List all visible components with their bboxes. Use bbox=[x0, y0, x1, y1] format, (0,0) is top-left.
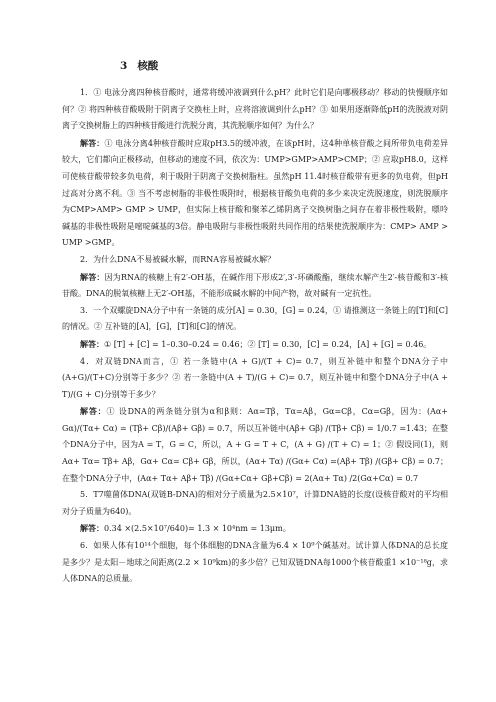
question-2: 2．为什么DNA不易被碱水解，而RNA容易被碱水解？ bbox=[80, 254, 276, 264]
answer-label: 解答： bbox=[80, 406, 107, 417]
question-5: 5．T7噬菌体DNA(双链B-DNA)的相对分子质量为2.5×10⁷，计算DNA链的长度(设核苷酸对的平均相对分子质量为640)。 bbox=[62, 490, 448, 516]
question-6: 6．如果人体有10¹⁴个细胞，每个体细胞的DNA含量为6.4 × 10⁹个碱基对。试计算人体DNA的总长度是多少？是太阳－地球之间距离(2.2 × 10⁹km)的多少倍？已知双链DNA每1000个核苷酸重1 ×10⁻¹⁸g，求人体DNA的总质量。 bbox=[62, 541, 448, 584]
section-heading: 核酸 bbox=[137, 60, 159, 72]
answer-5 bbox=[62, 520, 448, 538]
question-4: 4．对双链DNA而言，① 若一条链中(A + G)/(T + C)= 0.7，则互补链中和整个DNA分子中(A+G)/(T+C)分别等于多少？② 若一条链中(A + T)/(G + C)= 0.7，则互补链中和整个DNA分子中(A + T)/(G + C)分别等于多少？ bbox=[62, 356, 448, 399]
answer-2 bbox=[62, 269, 448, 303]
answer-text: ① 设DNA的两条链分别为α和β则：Aα=Tβ，Tα=Aβ，Gα=Cβ，Cα=Gβ，因为：(Aα+ Gα)/(Tα+ Cα) = (Tβ+ Cβ)/(Aβ+ Gβ) = 0.7，所以互补链中(Aβ+ Gβ) /(Tβ+ Cβ) = 1/0.7 =1.43；在整个DNA分子中，因为A = T，G = C，所以，A + G = T + C，(A + G) /(T + C) = 1；② 假设同(1)，则Aα+ Tα= Tβ+ Aβ，Gα+ Cα= Cβ+ Gβ，所以，(Aα+ Tα) /(Gα+ Cα) =(Aβ+ Tβ) /(Gβ+ Cβ) = 0.7；在整个DNA分子中，(Aα+ Tα+ Aβ+ Tβ) /(Gα+Cα+ Gβ+Cβ) = 2(Aα+ Tα) /2(Gα+Cα) = 0.7 bbox=[62, 407, 449, 483]
answer-4 bbox=[62, 403, 448, 487]
answer-label: 解答： bbox=[80, 523, 104, 534]
answer-label: 解答： bbox=[80, 137, 105, 148]
answer-text: ① 电泳分离4种核苷酸时应取pH3.5的缓冲液，在该pH时，这4种单核苷酸之间所带负电荷差异较大，它们都向正极移动，但移动的速度不同，依次为：UMP>GMP>AMP>CMP；② 应取pH8.0，这样可使核苷酸带较多负电荷，利于吸附于阴离子交换树脂柱。虽然pH 11.4时核苷酸带有更多的负电荷，但pH过高对分离不利。③ 当不考虑树脂的非极性吸附时，根据核苷酸负电荷的多少来决定洗脱速度，则洗脱顺序为CMP>AMP> GMP > UMP，但实际上核苷酸和聚苯乙烯阴离子交换树脂之间存在着非极性吸附，嘌呤碱基的非极性吸附是嘧啶碱基的3倍。静电吸附与非极性吸附共同作用的结果使洗脱顺序为：CMP> AMP > UMP >GMP。 bbox=[62, 138, 449, 248]
answer-label: 解答： bbox=[80, 271, 105, 282]
section-title bbox=[120, 58, 448, 73]
answer-1 bbox=[62, 135, 448, 252]
answer-label: 解答： bbox=[80, 338, 104, 349]
answer-text: ① [T] + [C] = 1–0.30–0.24 = 0.46；② [T] = 0.30，[C] = 0.24，[A] + [G] = 0.46。 bbox=[104, 339, 432, 349]
question-3: 3．一个双螺旋DNA分子中有一条链的成分[A] = 0.30，[G] = 0.24，① 请推测这一条链上的[T]和[C]的情况。② 互补链的[A]，[G]，[T]和[C]的情况。 bbox=[62, 305, 448, 332]
answer-text: 因为RNA的核糖上有2′-OH基，在碱作用下形成2′,3′-环磷酸酯，继续水解产生2′-核苷酸和3′-核苷酸。DNA的脱氧核糖上无2′-OH基，不能形成碱水解的中间产物，故对碱有一定抗性。 bbox=[62, 272, 448, 299]
answer-3 bbox=[62, 336, 448, 354]
section-number: 3 bbox=[120, 60, 128, 72]
question-1: 1．① 电泳分离四种核苷酸时，通常将缓冲液调到什么pH？此时它们是向哪极移动？移动的快慢顺序如何？② 将四种核苷酸吸附于阴离子交换柱上时，应将溶液调到什么pH？③ 如果用逐渐降低pH的洗脱液对阴离子交换树脂上的四种核苷酸进行洗脱分离，其洗脱顺序如何？为什么？ bbox=[62, 88, 448, 131]
answer-text: 0.34 ×(2.5×10⁷/640)= 1.3 × 10⁴nm = 13μm。 bbox=[104, 524, 291, 534]
